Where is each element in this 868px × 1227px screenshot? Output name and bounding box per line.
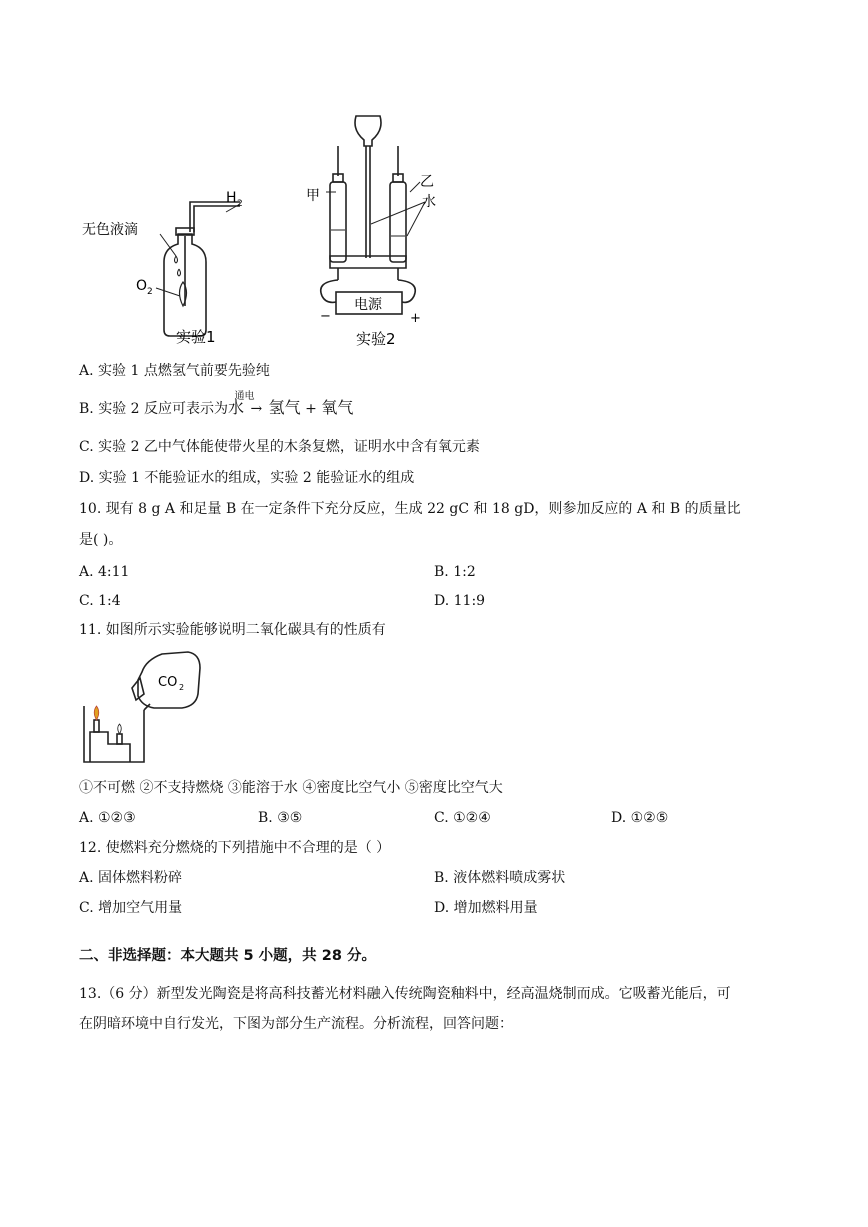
co2-label-sub: 2 (179, 683, 185, 692)
label-water: 水 (422, 194, 436, 210)
q10-stem-line2: 是( )。 (79, 532, 123, 548)
label-o2: O (136, 278, 148, 294)
label-yi: 乙 (420, 174, 434, 190)
label-h2-sub: 2 (237, 199, 243, 209)
experiment-figure (80, 106, 440, 356)
q10-option-b: B. 1:2 (434, 564, 476, 580)
q11-stem: 11. 如图所示实验能够说明二氧化碳具有的性质有 (79, 622, 386, 638)
exp1-caption: 实验1 (176, 328, 216, 346)
exp1-apparatus (164, 202, 240, 336)
q11-option-a: A. ①②③ (79, 810, 136, 826)
equation-oxygen: 氧气 (321, 398, 354, 417)
q11-properties: ①不可燃 ②不支持燃烧 ③能溶于水 ④密度比空气小 ⑤密度比空气大 (79, 780, 503, 796)
equation-arrow: 通电 → (248, 399, 264, 419)
q9-option-a: A. 实验 1 点燃氢气前要先验纯 (79, 363, 270, 379)
q9-option-b-prefix: B. 实验 2 反应可表示为 (79, 401, 228, 417)
label-plus: + (410, 311, 421, 326)
equation-water: 水 (228, 398, 245, 417)
section-two-title: 二、非选择题：本大题共 5 小题，共 28 分。 (79, 948, 376, 964)
q12-option-d: D. 增加燃料用量 (434, 900, 538, 916)
co2-pouring-figure (80, 650, 210, 770)
label-colorless-drops: 无色液滴 (82, 222, 138, 238)
q9-option-b (79, 391, 354, 428)
q12-option-c: C. 增加空气用量 (79, 900, 183, 916)
q13-stem-line2: 在阴暗环境中自行发光，下图为部分生产流程。分析流程，回答问题： (79, 1016, 513, 1032)
q10-option-d: D. 11:9 (434, 593, 486, 609)
q12-option-b: B. 液体燃料喷成雾状 (434, 870, 566, 886)
q12-option-a: A. 固体燃料粉碎 (79, 870, 183, 886)
q11-option-d: D. ①②⑤ (611, 810, 669, 826)
co2-label: CO (158, 675, 178, 690)
q13-stem-line1: 13.（6 分）新型发光陶瓷是将高科技蓄光材料融入传统陶瓷釉料中，经高温烧制而成。它吸蓄光能后，可 (79, 986, 731, 1002)
exp2-caption: 实验2 (356, 330, 396, 348)
exp2-apparatus (321, 116, 416, 314)
label-power-source: 电源 (354, 297, 382, 313)
q11-option-c: C. ①②④ (434, 810, 491, 826)
label-jia: 甲 (306, 188, 320, 204)
q10-option-c: C. 1:4 (79, 593, 121, 609)
label-minus: − (320, 309, 331, 324)
equation-hydrogen: 氢气 (268, 398, 301, 417)
q10-option-a: A. 4:11 (79, 564, 130, 580)
label-h2: H (226, 190, 237, 206)
q10-stem-line1: 10. 现有 8 g A 和足量 B 在一定条件下充分反应，生成 22 gC 和 18 gD，则参加反应的 A 和 B 的质量比 (79, 501, 741, 517)
q9-option-c: C. 实验 2 乙中气体能使带火星的木条复燃，证明水中含有氧元素 (79, 439, 480, 455)
q12-stem: 12. 使燃料充分燃烧的下列措施中不合理的是（ ） (79, 840, 391, 856)
q11-option-b: B. ③⑤ (258, 810, 303, 826)
equation-plus: + (305, 401, 317, 417)
q9-option-d: D. 实验 1 不能验证水的组成，实验 2 能验证水的组成 (79, 470, 415, 486)
label-o2-sub: 2 (147, 287, 153, 297)
equation-condition: 通电 (234, 391, 255, 402)
